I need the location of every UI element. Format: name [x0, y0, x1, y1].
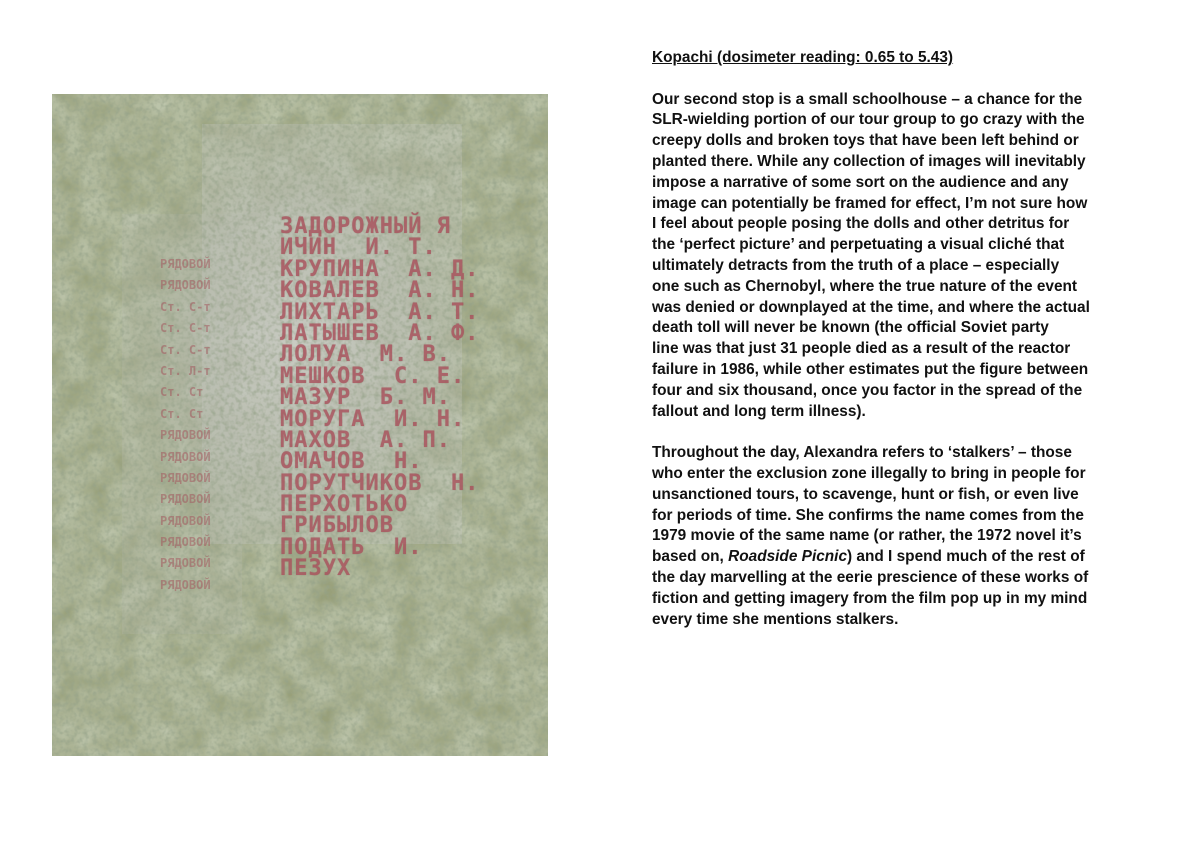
plaque-rank: РЯДОВОЙ — [160, 428, 211, 443]
plaque-name: КОВАЛЕВ А. Н. — [280, 278, 480, 304]
plaque-name: ЛОЛУА М. В. — [280, 342, 451, 368]
plaque-name: КРУПИНА А. Д. — [280, 256, 480, 282]
paragraph-1-line: four and six thousand, once you factor in the spread of the — [652, 381, 1083, 399]
paragraph-2-line: Throughout the day, Alexandra refers to ‘stalkers’ – those — [652, 444, 1072, 462]
plaque-name: ЗАДОРОЖНЫЙ Я — [280, 214, 451, 239]
plaque-rank: РЯДОВОЙ — [160, 577, 211, 592]
paragraph-1-line: I feel about people posing the dolls and other detritus for — [652, 215, 1070, 233]
article-text — [652, 48, 1152, 651]
plaque-name: ИЧИН И. Т. — [280, 235, 437, 261]
plaque-rank: Ст. Ст — [160, 385, 204, 400]
italic-line-suffix: ) and I spend much of the rest of — [847, 548, 1085, 566]
paragraph-1-line: image can potentially be framed for effect, I’m not sure how — [652, 194, 1088, 212]
paragraph-2-line: who enter the exclusion zone illegally to bring in people for — [652, 464, 1086, 482]
paragraph-1-line: line was that just 31 people died as a result of the reactor — [652, 340, 1071, 358]
paragraph-1 — [652, 90, 1152, 423]
paragraph-1-line: one such as Chernobyl, where the true nature of the event — [652, 277, 1078, 295]
paragraph-2-line: every time she mentions stalkers. — [652, 610, 899, 628]
paragraph-2-line: 1979 movie of the same name (or rather, the 1972 novel it’s — [652, 527, 1082, 545]
paragraph-1-line: the ‘perfect picture’ and perpetuating a visual cliché that — [652, 236, 1065, 254]
memorial-plaque-photo — [52, 94, 548, 756]
paragraph-1-line: Our second stop is a small schoolhouse – a chance for the — [652, 90, 1083, 108]
plaque-name: ГРИБЫЛОВ — [280, 513, 394, 539]
paragraph-1-line: creepy dolls and broken toys that have been left behind or — [652, 132, 1079, 150]
plaque-name: ЛИХТАРЬ А. Т. — [280, 299, 480, 325]
paragraph-2-line: fiction and getting imagery from the film pop up in my mind — [652, 589, 1088, 607]
plaque-name: ОМАЧОВ Н. — [280, 449, 423, 475]
plaque-rank: Ст. Л-т — [160, 363, 211, 378]
paragraph-2-line: unsanctioned tours, to scavenge, hunt or fish, or even live — [652, 485, 1079, 503]
plaque-rank: Ст. С-т — [160, 342, 211, 357]
paragraph-1-line: failure in 1986, while other estimates put the figure between — [652, 360, 1089, 378]
paragraph-1-line: fallout and long term illness). — [652, 402, 866, 420]
paragraph-1-line: planted there. While any collection of images will inevitably — [652, 152, 1086, 170]
paragraph-1-line: death toll will never be known (the official Soviet party — [652, 319, 1049, 337]
plaque-rank: РЯДОВОЙ — [160, 492, 211, 507]
plaque-rank: РЯДОВОЙ — [160, 257, 211, 271]
paragraph-2 — [652, 443, 1152, 630]
plaque-ranks — [160, 254, 270, 596]
plaque-name: ПОРУТЧИКОВ Н. — [280, 470, 480, 496]
paragraph-2-line: for periods of time. She confirms the name comes from the — [652, 506, 1084, 524]
plaque-name: МАЗУР Б. М. — [280, 385, 451, 411]
plaque-rank: Ст. Ст — [160, 406, 204, 421]
plaque-rank: РЯДОВОЙ — [160, 556, 211, 571]
paragraph-1-line: ultimately detracts from the truth of a place – especially — [652, 256, 1060, 274]
section-heading: Kopachi (dosimeter reading: 0.65 to 5.43) — [652, 49, 954, 66]
plaque-rank: Ст. С-т — [160, 299, 211, 314]
plaque-rank: РЯДОВОЙ — [160, 278, 211, 293]
book-title: Roadside Picnic — [728, 548, 848, 566]
plaque-name: ПОДАТЬ И. — [280, 534, 423, 560]
plaque-rank: РЯДОВОЙ — [160, 470, 211, 485]
plaque-name: ПЕРХОТЬКО — [280, 492, 409, 518]
paragraph-2-italic-line — [652, 547, 1152, 568]
plaque-name: МОРУГА И. Н. — [280, 406, 466, 432]
plaque-name: ЛАТЫШЕВ А. Ф. — [280, 320, 480, 346]
paragraph-1-line: SLR-wielding portion of our tour group to go crazy with the — [652, 111, 1085, 129]
plaque-rank: Ст. С-т — [160, 321, 211, 336]
paragraph-1-line: was denied or downplayed at the time, and where the actual — [652, 298, 1090, 316]
plaque-name: МАХОВ А. П. — [280, 427, 451, 453]
plaque-rank: РЯДОВОЙ — [160, 535, 211, 550]
paragraph-1-line: impose a narrative of some sort on the audience and any — [652, 173, 1069, 191]
plaque-names — [280, 216, 540, 580]
plaque-rank: РЯДОВОЙ — [160, 513, 211, 528]
plaque-rank: РЯДОВОЙ — [160, 449, 211, 464]
plaque-name: МЕШКОВ С. Е. — [280, 363, 466, 389]
italic-line-prefix: based on, — [652, 548, 729, 566]
plaque-name: ПЕЗУХ — [280, 556, 352, 582]
paragraph-2-line: the day marvelling at the eerie prescience of these works of — [652, 568, 1089, 586]
